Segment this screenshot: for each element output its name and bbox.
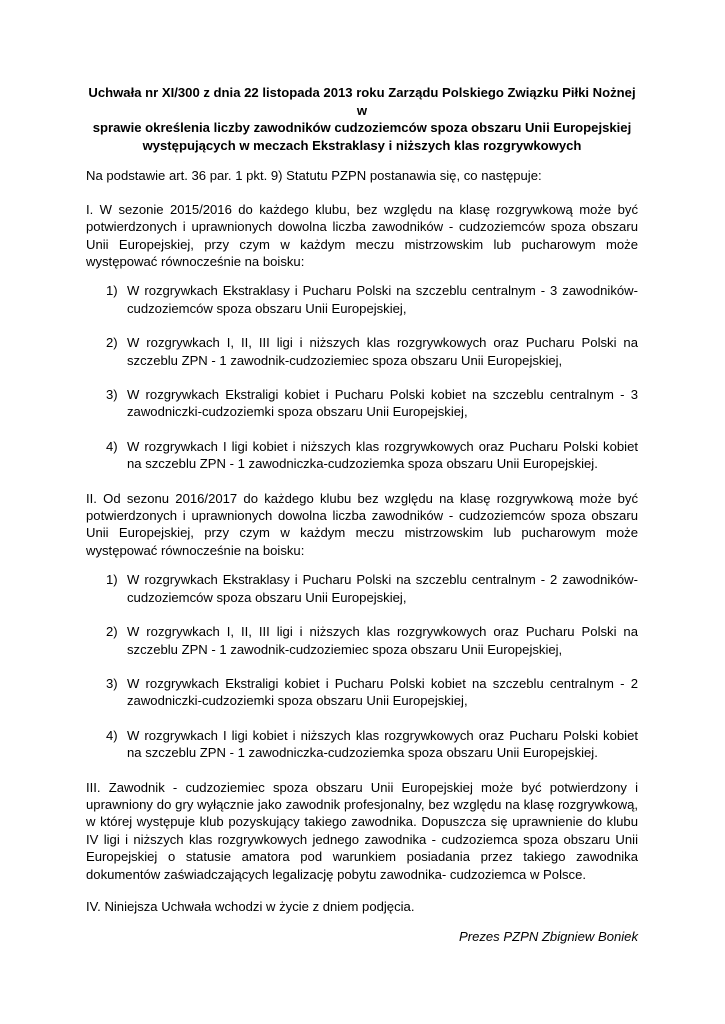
list-item-text: W rozgrywkach Ekstraligi kobiet i Pucharu Polski kobiet na szczeblu centralnym - 2 zawodniczki-cudzoziemki spoza obszaru Unii Europejskiej, xyxy=(127,675,638,709)
list-item xyxy=(86,334,638,369)
list-item xyxy=(86,675,638,710)
intro-paragraph: Na podstawie art. 36 par. 1 pkt. 9) Statutu PZPN postanawia się, co następuje: xyxy=(86,168,542,184)
section-4-text: IV. Niniejsza Uchwała wchodzi w życie z dniem podjęcia. xyxy=(86,898,415,914)
list-item-number: 4) xyxy=(106,727,118,743)
section-1-text: I. W sezonie 2015/2016 do każdego klubu, bez względu na klasę rozgrywkową może być potwierdzonych i uprawnionych dowolna liczba zawodników - cudzoziemców spoza obszaru Unii Europejskiej, przy czym w każdym meczu mistrzowskim lub pucharowym może występować równocześnie na boisku: xyxy=(86,201,638,269)
list-item-text: W rozgrywkach I, II, III ligi i niższych klas rozgrywkowych oraz Pucharu Polski na szczeblu ZPN - 1 zawodnik-cudzoziemiec spoza obszaru Unii Europejskiej, xyxy=(127,335,638,368)
section-2-text: II. Od sezonu 2016/2017 do każdego klubu bez względu na klasę rozgrywkową może być potwierdzonych i uprawnionych dowolna liczba zawodników - cudzoziemców spoza obszaru Unii Europejskiej, przy czym w każdym meczu mistrzowskim lub pucharowym może występować równocześnie na boisku: xyxy=(86,490,638,558)
section-3-text: III. Zawodnik - cudzoziemiec spoza obszaru Unii Europejskiej może być potwierdzony i uprawniony do gry wyłącznie jako zawodnik profesjonalny, bez względu na klasę rozgrywkową, w której występuje klub pozyskujący takiego zawodnika. Dopuszcza się uprawnienie do klubu IV ligi i niższych klas rozgrywkowych jednego zawodnika - cudzoziemca spoza obszaru Unii Europejskiej o statusie amatora pod warunkiem posiadania przez takiego zawodnika dokumentów zaświadczających legalizację pobytu zawodnika- cudzoziemca w Polsce. xyxy=(86,779,638,882)
list-item-number: 3) xyxy=(106,675,118,691)
title-line-1: Uchwała nr XI/300 z dnia 22 listopada 2013 roku Zarządu Polskiego Związku Piłki Nożnej w xyxy=(88,85,636,118)
title-line-2: sprawie określenia liczby zawodników cudzoziemców spoza obszaru Unii Europejskiej xyxy=(92,120,632,136)
list-item-text: W rozgrywkach Ekstraligi kobiet i Pucharu Polski kobiet na szczeblu centralnym - 3 zawodniczki-cudzoziemki spoza obszaru Unii Europejskiej, xyxy=(127,387,638,420)
title-line-3: występujących w meczach Ekstraklasy i niższych klas rozgrywkowych xyxy=(142,137,582,153)
section-1-list xyxy=(86,282,638,472)
list-item-number: 4) xyxy=(106,438,118,454)
list-item xyxy=(86,623,638,658)
list-item-number: 1) xyxy=(106,283,118,299)
list-item-text: W rozgrywkach I, II, III ligi i niższych klas rozgrywkowych oraz Pucharu Polski na szczeblu ZPN - 1 zawodnik-cudzoziemiec spoza obszaru Unii Europejskiej, xyxy=(127,624,638,657)
list-item xyxy=(86,438,638,473)
list-item-text: W rozgrywkach Ekstraklasy i Pucharu Polski na szczeblu centralnym - 3 zawodników-cudzoziemców spoza obszaru Unii Europejskiej, xyxy=(127,283,638,316)
list-item xyxy=(86,571,638,606)
list-item-number: 3) xyxy=(106,387,118,403)
list-item-text: W rozgrywkach I ligi kobiet i niższych klas rozgrywkowych oraz Pucharu Polski kobiet na szczeblu ZPN - 1 zawodniczka-cudzoziemka spoza obszaru Unii Europejskiej. xyxy=(127,438,638,472)
document-title xyxy=(86,84,638,154)
list-item xyxy=(86,727,638,762)
list-item-text: W rozgrywkach Ekstraklasy i Pucharu Polski na szczeblu centralnym - 2 zawodników-cudzoziemców spoza obszaru Unii Europejskiej, xyxy=(127,572,638,605)
list-item xyxy=(86,282,638,317)
list-item-number: 1) xyxy=(106,572,118,588)
signature: Prezes PZPN Zbigniew Boniek xyxy=(458,929,638,945)
section-1 xyxy=(86,201,638,473)
document-page xyxy=(86,84,638,946)
list-item-text: W rozgrywkach I ligi kobiet i niższych klas rozgrywkowych oraz Pucharu Polski kobiet na szczeblu ZPN - 1 zawodniczka-cudzoziemka spoza obszaru Unii Europejskiej. xyxy=(127,727,638,761)
section-2-list xyxy=(86,571,638,761)
list-item-number: 2) xyxy=(106,624,118,640)
list-item-number: 2) xyxy=(106,335,118,351)
list-item xyxy=(86,386,638,421)
section-2 xyxy=(86,490,638,762)
